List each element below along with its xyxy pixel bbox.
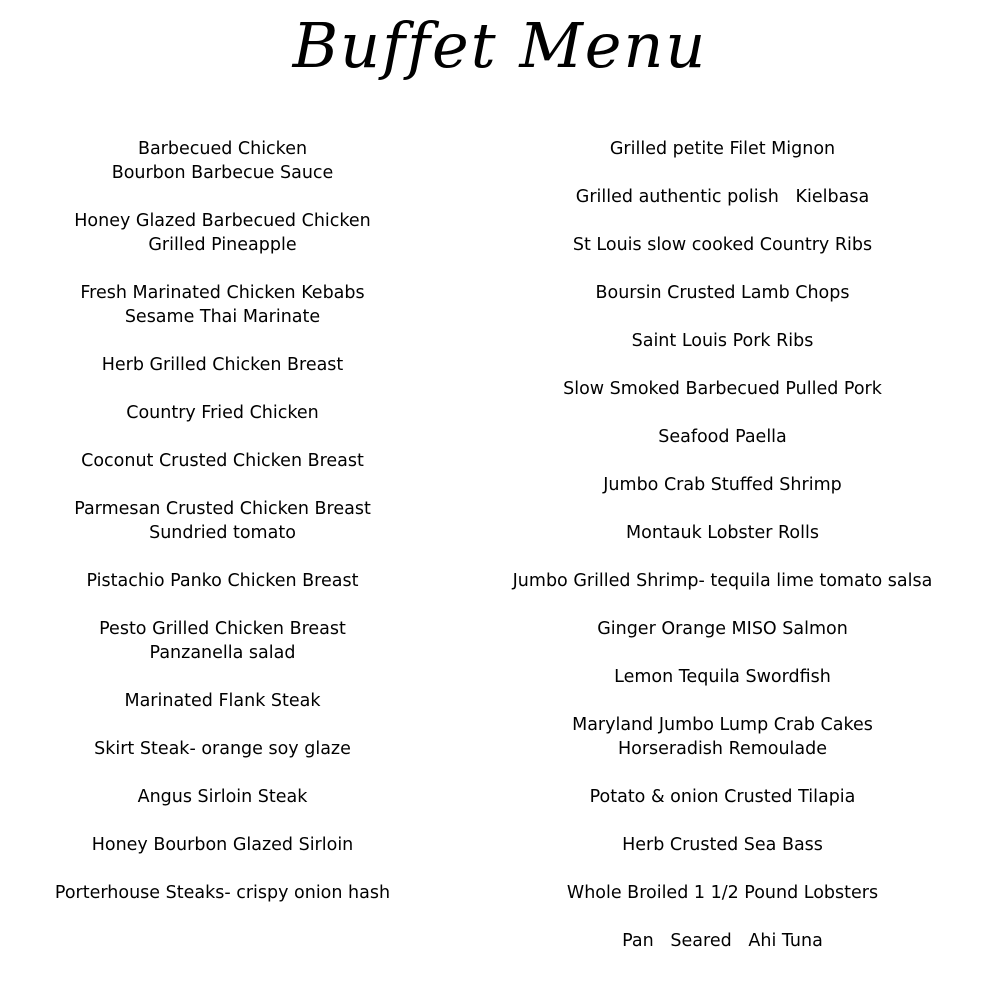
menu-item-name: Herb Grilled Chicken Breast — [101, 355, 344, 375]
menu-item-description: Sundried tomato — [149, 523, 296, 543]
menu-item-name: Pesto Grilled Chicken Breast — [99, 619, 346, 639]
menu-item-name: Lemon Tequila Swordfish — [614, 667, 831, 687]
menu-item-name: Grilled authentic polish Kielbasa — [575, 187, 870, 207]
menu-item-name: Country Fried Chicken — [126, 403, 319, 423]
menu-item — [510, 929, 935, 953]
menu-item-name: Whole Broiled 1 1/2 Pound Lobsters — [566, 883, 879, 903]
menu-item — [510, 665, 935, 689]
menu-item-description: Grilled Pineapple — [148, 235, 297, 255]
menu-item — [30, 497, 415, 545]
menu-item — [30, 881, 415, 905]
menu-item-name: Boursin Crusted Lamb Chops — [595, 283, 850, 303]
menu-item-name: Jumbo Crab Stuffed Shrimp — [603, 475, 842, 495]
menu-item — [510, 473, 935, 497]
menu-item-name: Montauk Lobster Rolls — [626, 523, 819, 543]
menu-item-name: Coconut Crusted Chicken Breast — [81, 451, 364, 471]
menu-item-name: Honey Bourbon Glazed Sirloin — [91, 835, 354, 855]
menu-item-name: Pan Seared Ahi Tuna — [622, 931, 823, 951]
menu-item-name: Marinated Flank Steak — [124, 691, 321, 711]
menu-item-name: Angus Sirloin Steak — [137, 787, 308, 807]
menu-item-name: Honey Glazed Barbecued Chicken — [74, 211, 371, 231]
menu-item — [30, 449, 415, 473]
menu-item — [510, 521, 935, 545]
menu-item-name: Seafood Paella — [658, 427, 787, 447]
menu-item-name: Herb Crusted Sea Bass — [622, 835, 823, 855]
menu-item-name: St Louis slow cooked Country Ribs — [572, 235, 873, 255]
menu-item-name: Fresh Marinated Chicken Kebabs — [80, 283, 365, 303]
menu-item — [30, 689, 415, 713]
menu-item — [510, 617, 935, 641]
menu-item — [30, 737, 415, 761]
menu-item — [510, 233, 935, 257]
menu-item-name: Pistachio Panko Chicken Breast — [86, 571, 359, 591]
menu-item-description: Sesame Thai Marinate — [124, 307, 321, 327]
menu-item-name: Potato & onion Crusted Tilapia — [589, 787, 856, 807]
menu-item — [510, 881, 935, 905]
menu-item — [30, 137, 415, 185]
left-menu-column — [30, 137, 415, 929]
menu-item — [510, 377, 935, 401]
menu-item — [30, 833, 415, 857]
menu-item-name: Porterhouse Steaks- crispy onion hash — [54, 883, 391, 903]
menu-item — [510, 785, 935, 809]
menu-item-description: Bourbon Barbecue Sauce — [111, 163, 334, 183]
menu-item — [510, 185, 935, 209]
menu-title: Buffet Menu — [292, 9, 708, 82]
menu-item — [30, 401, 415, 425]
menu-item — [510, 425, 935, 449]
menu-item — [510, 281, 935, 305]
menu-item — [510, 329, 935, 353]
menu-item — [30, 353, 415, 377]
menu-item — [510, 137, 935, 161]
menu-item — [30, 281, 415, 329]
menu-item — [510, 569, 935, 593]
menu-item — [30, 785, 415, 809]
menu-item — [510, 833, 935, 857]
menu-item-description: Panzanella salad — [149, 643, 296, 663]
right-menu-column — [510, 137, 935, 977]
menu-item-name: Ginger Orange MISO Salmon — [597, 619, 848, 639]
menu-item — [30, 209, 415, 257]
menu-item-name: Barbecued Chicken — [137, 139, 308, 159]
menu-item — [30, 569, 415, 593]
menu-item-name: Jumbo Grilled Shrimp- tequila lime tomato salsa — [512, 571, 933, 591]
menu-item-name: Grilled petite Filet Mignon — [609, 139, 836, 159]
menu-item-name: Parmesan Crusted Chicken Breast — [74, 499, 371, 519]
menu-item-name: Skirt Steak- orange soy glaze — [94, 739, 351, 759]
menu-item-name: Slow Smoked Barbecued Pulled Pork — [563, 379, 882, 399]
menu-item-description: Horseradish Remoulade — [617, 739, 828, 759]
menu-item — [510, 713, 935, 761]
menu-item — [30, 617, 415, 665]
menu-item-name: Maryland Jumbo Lump Crab Cakes — [572, 715, 873, 735]
menu-item-name: Saint Louis Pork Ribs — [631, 331, 814, 351]
